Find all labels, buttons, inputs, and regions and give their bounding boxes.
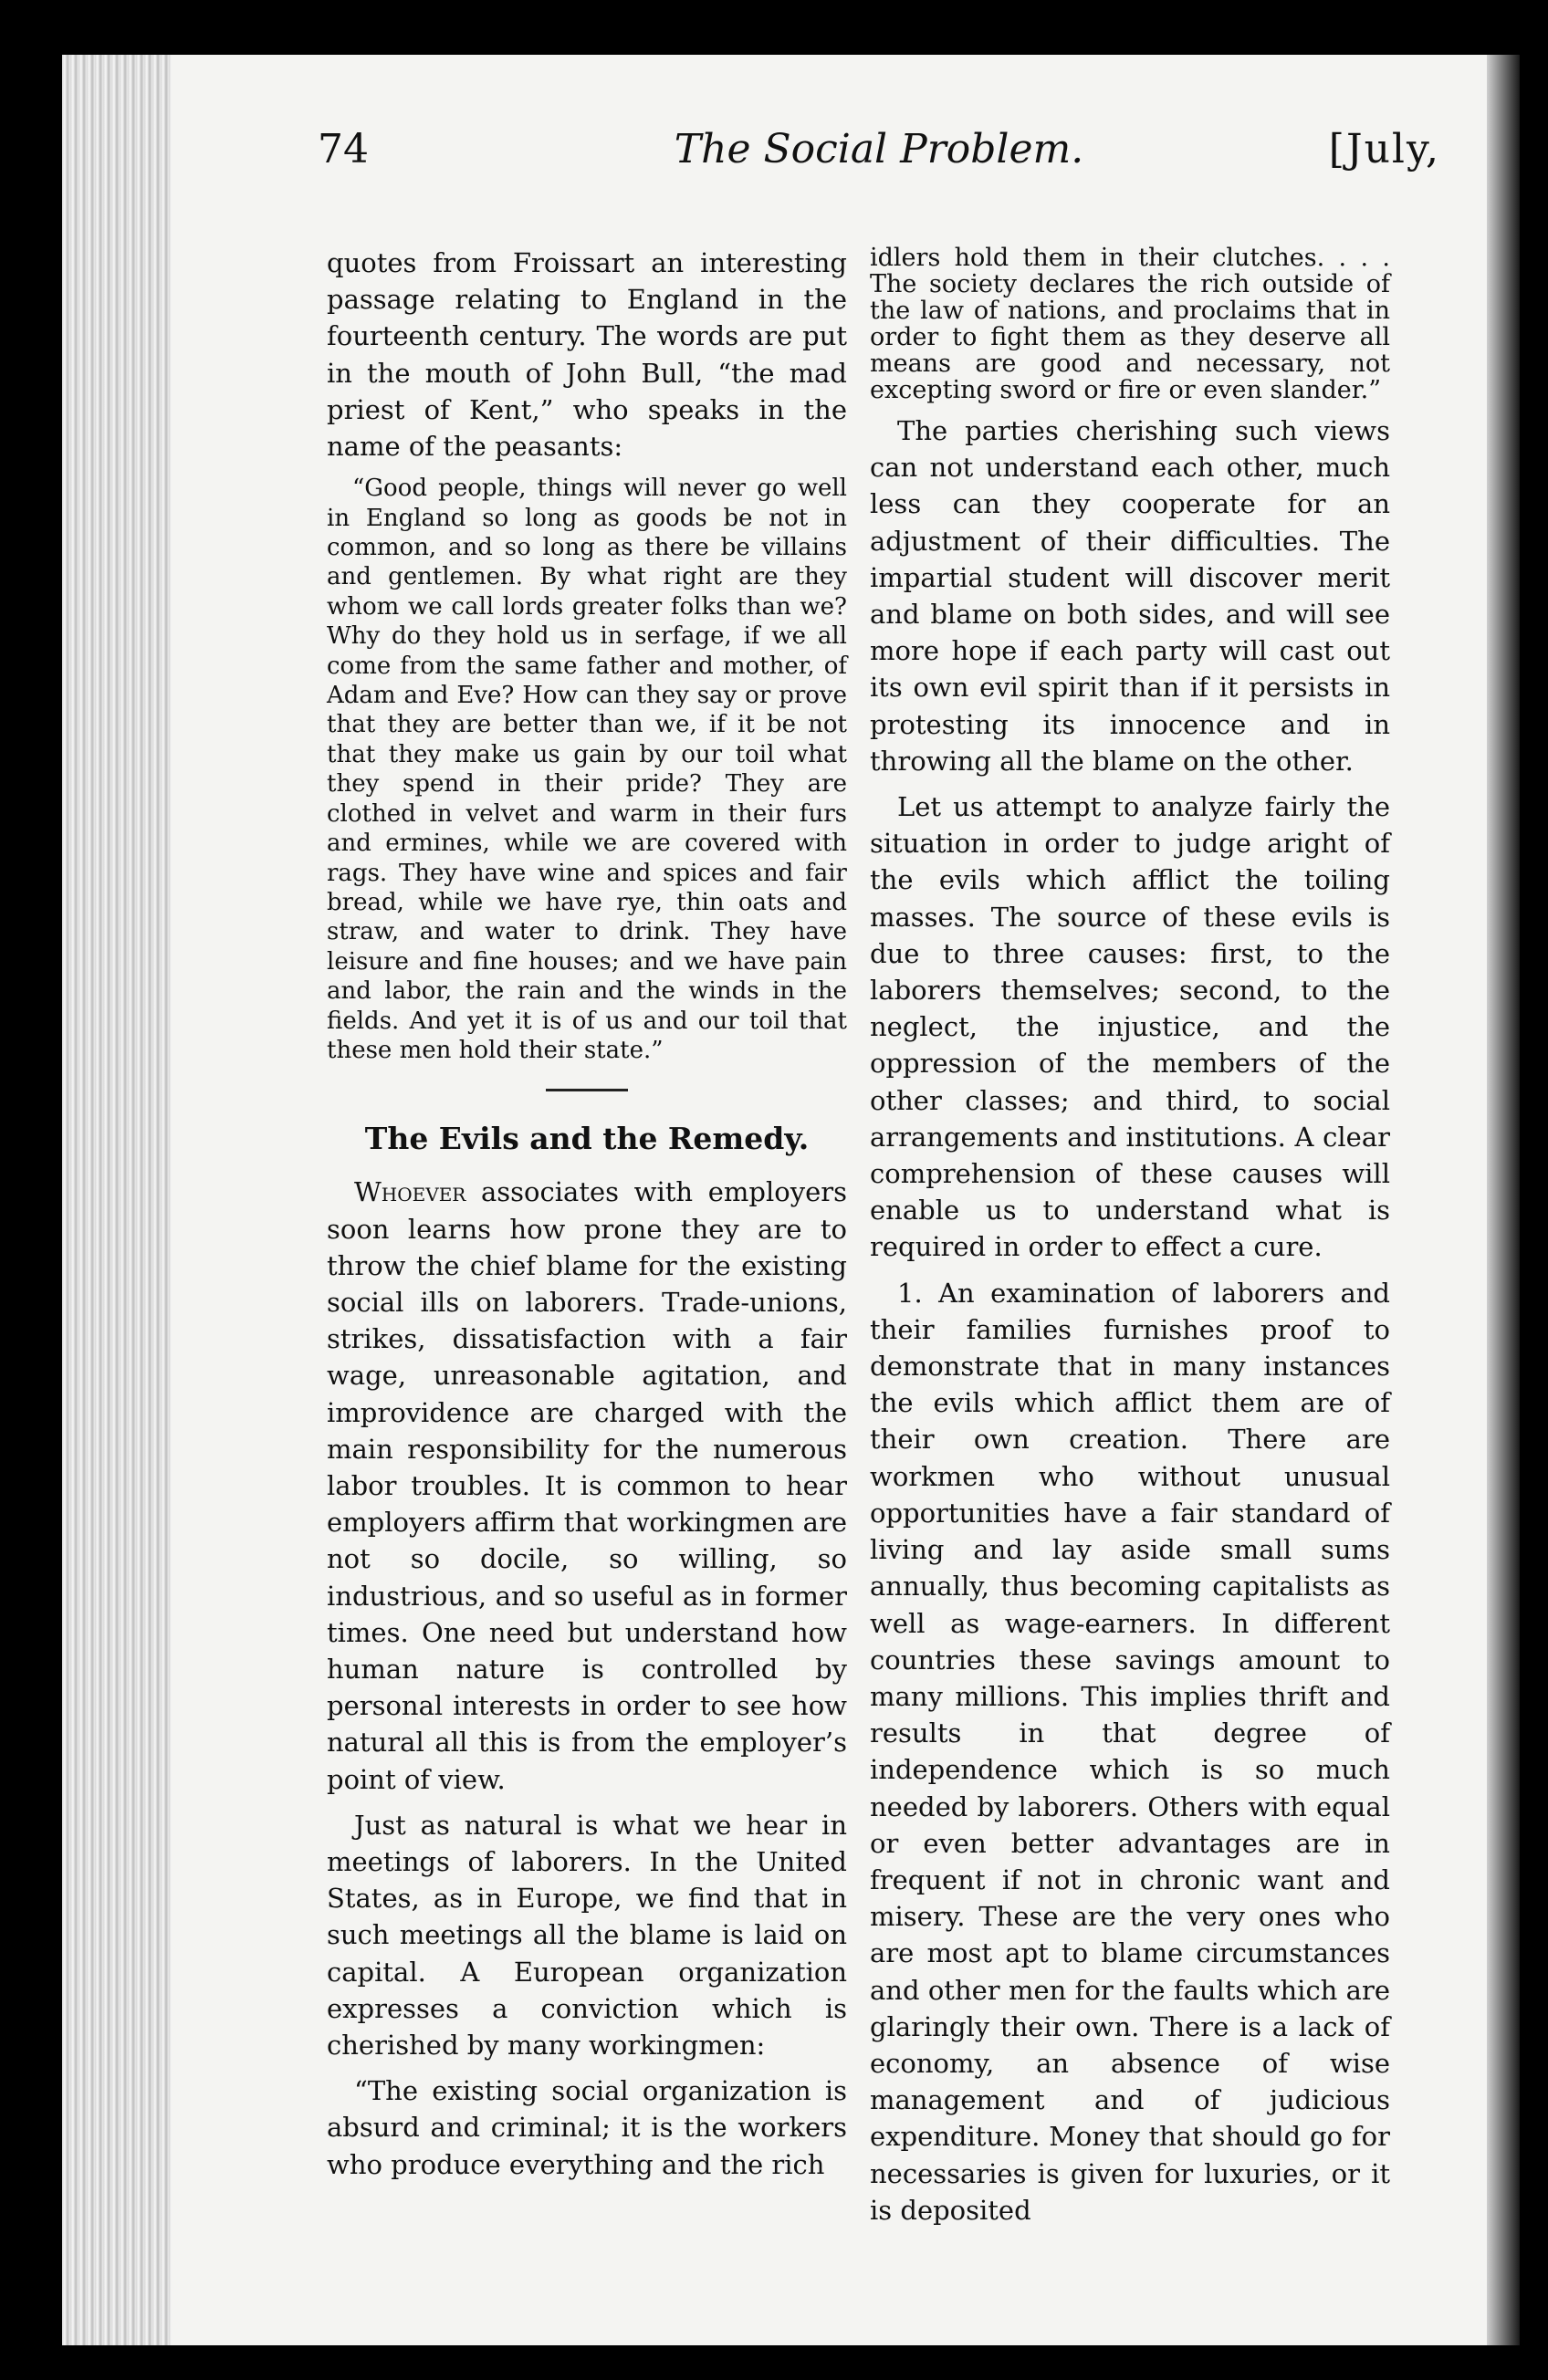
page-number: 74: [318, 126, 369, 172]
right-column: [870, 245, 1390, 2229]
section-heading: The Evils and the Remedy.: [364, 1121, 810, 1157]
lead-word: Whoever: [354, 1176, 466, 1208]
section-rule: [546, 1089, 628, 1091]
paragraph-examination: 1. An examination of laborers and their families furnishes proof to demonstrate that in many instances the evils which afflict them are of their own creation. There are workmen who without unusual opportunities have a fair standard of living and lay aside small sums annually, thus becoming capitalists as well as wage-earners. In different countries these savings amount to many millions. This implies thrift and results in that degree of independence which is so much needed by laborers. Others with equal or even better advantages are in frequent if not in chronic want and misery. These are the very ones who are most apt to blame circumstances and other men for the faults which are glaringly their own. There is a lack of economy, an absence of wise management and of judicious expenditure. Money that should go for necessaries is given for luxuries, or it is deposited: [870, 1277, 1390, 2226]
froissart-quote: “Good people, things will never go well in England so long as goods be not in common, and so long as there be villains and gentlemen. By what right are they whom we call lords greater folks than we? Why do they hold us in serfage, if we all come from the same father and mother, of Adam and Eve? How can they say or prove that they are better than we, if it be not that they make us gain by our toil what they spend in their pride? They are clothed in velvet and warm in their furs and ermines, while we are covered with rags. They have wine and spices and fair bread, while we have rye, thin oats and straw, and water to drink. They have leisure and fine houses; and we have pain and labor, the rain and the winds in the fields. And yet it is of us and our toil that these men hold their state.”: [327, 475, 847, 1064]
paragraph-whoever-text: associates with employers soon learns how prone they are to throw the chief blame for the existing social ills on laborers. Trade-unions, strikes, dissatisfaction with a fair wage, unreasonable agitation, and improvidence are charged with the main responsibility for the numerous labor troubles. It is common to hear employers affirm that workingmen are not so docile, so willing, so industrious, and so useful as in former times. One need but understand how human nature is controlled by personal interests in order to see how natural all this is from the employer’s point of view.: [327, 1176, 847, 1795]
book-page: [62, 55, 1520, 2345]
running-month: [July,: [1328, 126, 1440, 172]
paragraph-just-as-natural: Just as natural is what we hear in meetings of laborers. In the United States, as in Europe, we find that in such meetings all the blame is laid on capital. A European organization expresses a conviction which is cherished by many workingmen:: [327, 1809, 847, 2062]
running-title: The Social Problem.: [674, 126, 1084, 172]
binding-shadow: [1487, 55, 1520, 2345]
page-edge: [62, 55, 172, 2345]
european-quote-end: idlers hold them in their clutches. . . . The society declares the rich outside of the law of nations, and proclaims that in order to fight them as they deserve all means are good and necessary, not excepting sword or fire or even slander.”: [870, 244, 1390, 404]
paragraph-parties: The parties cherishing such views can not understand each other, much less can they cooperate for an adjustment of their difficulties. The impartial student will discover merit and blame on both sides, and will see more hope if each party will cast out its own evil spirit than if it persists in protesting its innocence and in throwing all the blame on the other.: [870, 415, 1390, 777]
paragraph-analyze: Let us attempt to analyze fairly the situation in order to judge aright of the evils which afflict the toiling masses. The source of these evils is due to three causes: first, to the laborers themselves; second, to the neglect, the injustice, and the oppression of the members of the other classes; and third, to social arrangements and institutions. A clear comprehension of these causes will enable us to understand what is required in order to effect a cure.: [870, 791, 1390, 1263]
intro-paragraph: quotes from Froissart an interesting passage relating to England in the fourteenth century. The words are put in the mouth of John Bull, “the mad priest of Kent,” who speaks in the name of the peasants:: [327, 247, 847, 463]
left-column: [327, 245, 847, 2183]
running-header: [318, 126, 1440, 190]
paragraph-whoever: [327, 1174, 847, 1797]
european-quote-start: “The existing social organization is absurd and criminal; it is the workers who produce everything and the rich: [327, 2075, 847, 2180]
